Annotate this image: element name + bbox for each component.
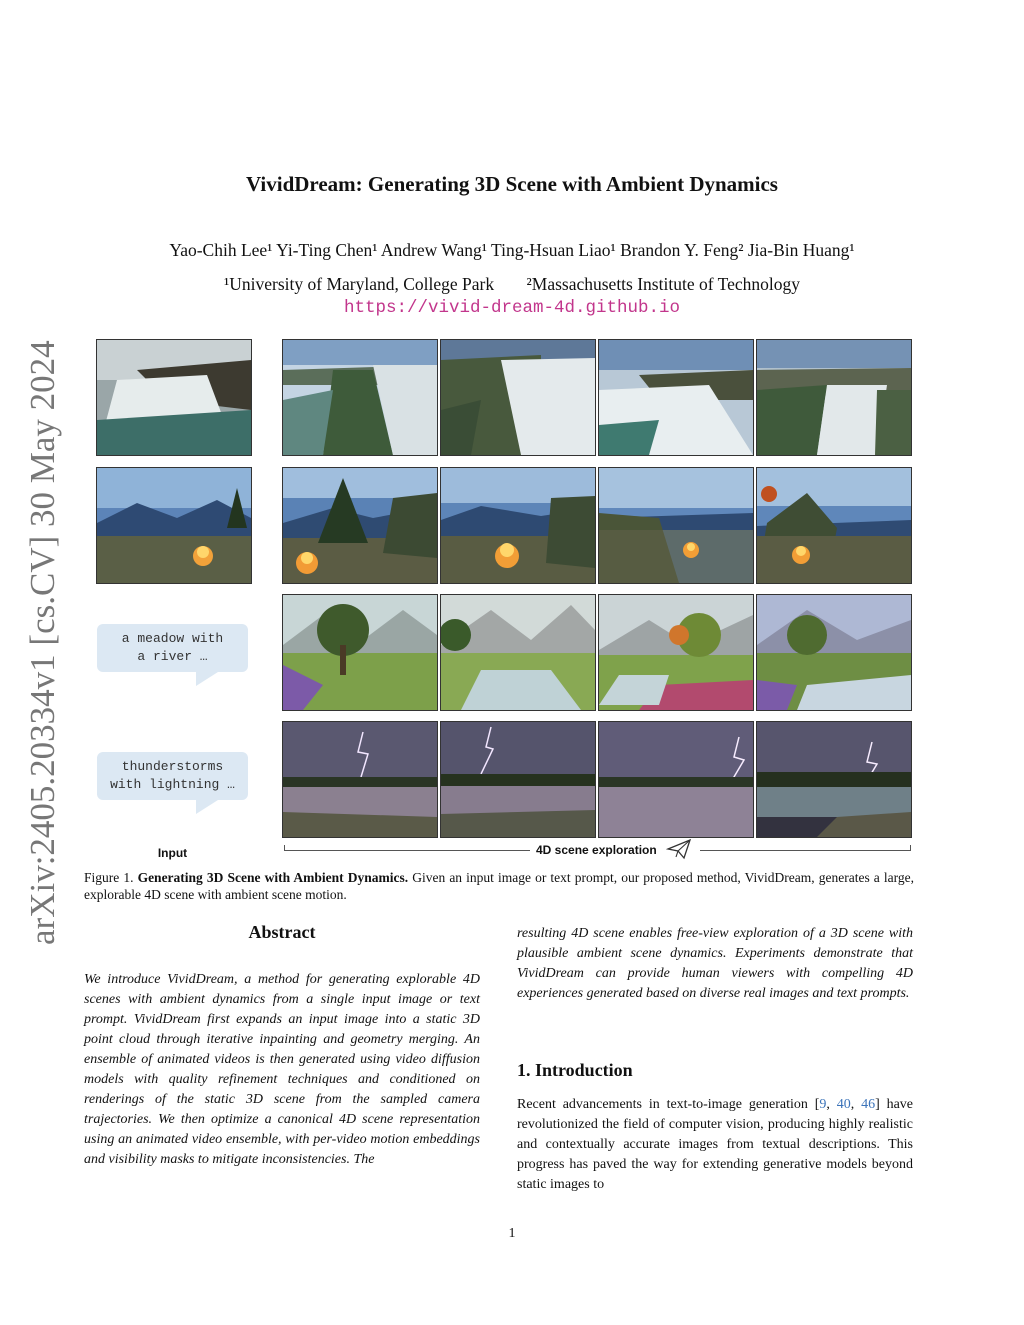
citation-link[interactable]: 40 <box>836 1097 851 1112</box>
text-prompt-thunderstorm <box>97 752 248 800</box>
view-storm-4 <box>756 721 912 838</box>
page-number: 1 <box>508 1226 516 1241</box>
input-image-waterfall <box>96 339 252 456</box>
view-storm-2 <box>440 721 596 838</box>
caption-text: Given an input image or text prompt, our proposed method, VividDream, generates a large, explorable 4D scene with ambient scene motion. <box>84 870 914 902</box>
intro-text-2: ] have revolutionized the field of computer vision, producing highly realistic and contextually accurate images from textual descriptions. This progress has paved the way for extending generative models beyond static images to <box>517 1097 914 1192</box>
exploration-label: 4D scene exploration <box>536 843 657 857</box>
view-campfire-2 <box>440 467 596 584</box>
abstract-heading: Abstract <box>248 922 316 942</box>
view-storm-3 <box>598 721 754 838</box>
view-meadow-1 <box>282 594 438 711</box>
affiliations <box>0 274 1024 295</box>
paper-title: VividDream: Generating 3D Scene with Ambient Dynamics <box>246 172 778 196</box>
exploration-axis-tick-left <box>284 845 285 851</box>
text-prompt-meadow <box>97 624 248 672</box>
view-campfire-4 <box>756 467 912 584</box>
affiliation-1: ¹University of Maryland, College Park <box>224 274 495 294</box>
view-meadow-4 <box>756 594 912 711</box>
view-campfire-3 <box>598 467 754 584</box>
view-storm-1 <box>282 721 438 838</box>
caption-prefix: Figure 1. <box>84 870 134 885</box>
abstract-continuation: resulting 4D scene enables free-view exploration of a 3D scene with plausible ambient scene dynamics. Experiments demonstrate that VividDream can provide human viewers with compelling 4D experiences generated based on diverse real images and text prompts. <box>517 926 913 1001</box>
arxiv-stamp <box>18 340 68 945</box>
input-column-label: Input <box>157 846 188 860</box>
introduction-body <box>517 1095 913 1195</box>
view-waterfall-2 <box>440 339 596 456</box>
paper-plane-icon <box>666 838 692 860</box>
citation-link[interactable]: 46 <box>861 1097 876 1112</box>
affiliation-2: ²Massachusetts Institute of Technology <box>526 274 800 294</box>
citation-separator: , <box>826 1097 837 1112</box>
citation-link[interactable]: 9 <box>819 1097 827 1112</box>
arxiv-stamp-text: arXiv:2405.20334v1 [cs.CV] 30 May 2024 <box>23 340 62 945</box>
figure-caption <box>84 869 914 903</box>
intro-text-1: Recent advancements in text-to-image generation [ <box>517 1097 820 1112</box>
view-campfire-1 <box>282 467 438 584</box>
text-prompt-thunderstorm-text: thunderstorms with lightning … <box>110 759 235 792</box>
citation-separator: , <box>850 1097 862 1112</box>
project-url-link[interactable]: https://vivid-dream-4d.github.io <box>343 298 681 318</box>
exploration-axis-tick-right <box>910 845 911 851</box>
text-prompt-meadow-text: a meadow with a river … <box>121 631 224 664</box>
caption-title: Generating 3D Scene with Ambient Dynamics. <box>137 870 409 885</box>
view-meadow-3 <box>598 594 754 711</box>
abstract-body: We introduce VividDream, a method for generating explorable 4D scenes with ambient dynamics from a single input image or text prompt. VividDream first expands an input image into a static 3D point cloud through iterative inpainting and geometry merging. An ensemble of animated videos is then generated using video diffusion models with quality refinement techniques and conditioned on renderings of the static 3D scene from the sampled camera trajectories. We then optimize a canonical 4D scene representation using an animated video ensemble, with per-video motion embeddings and visibility masks to mitigate inconsistencies. The <box>84 972 480 1167</box>
view-waterfall-3 <box>598 339 754 456</box>
view-meadow-2 <box>440 594 596 711</box>
view-waterfall-4 <box>756 339 912 456</box>
author-list: Yao-Chih Lee¹ Yi-Ting Chen¹ Andrew Wang¹ Ting-Hsuan Liao¹ Brandon Y. Feng² Jia-Bin Huang¹ <box>169 240 855 260</box>
introduction-heading: 1. Introduction <box>517 1060 633 1080</box>
view-waterfall-1 <box>282 339 438 456</box>
input-image-campfire <box>96 467 252 584</box>
